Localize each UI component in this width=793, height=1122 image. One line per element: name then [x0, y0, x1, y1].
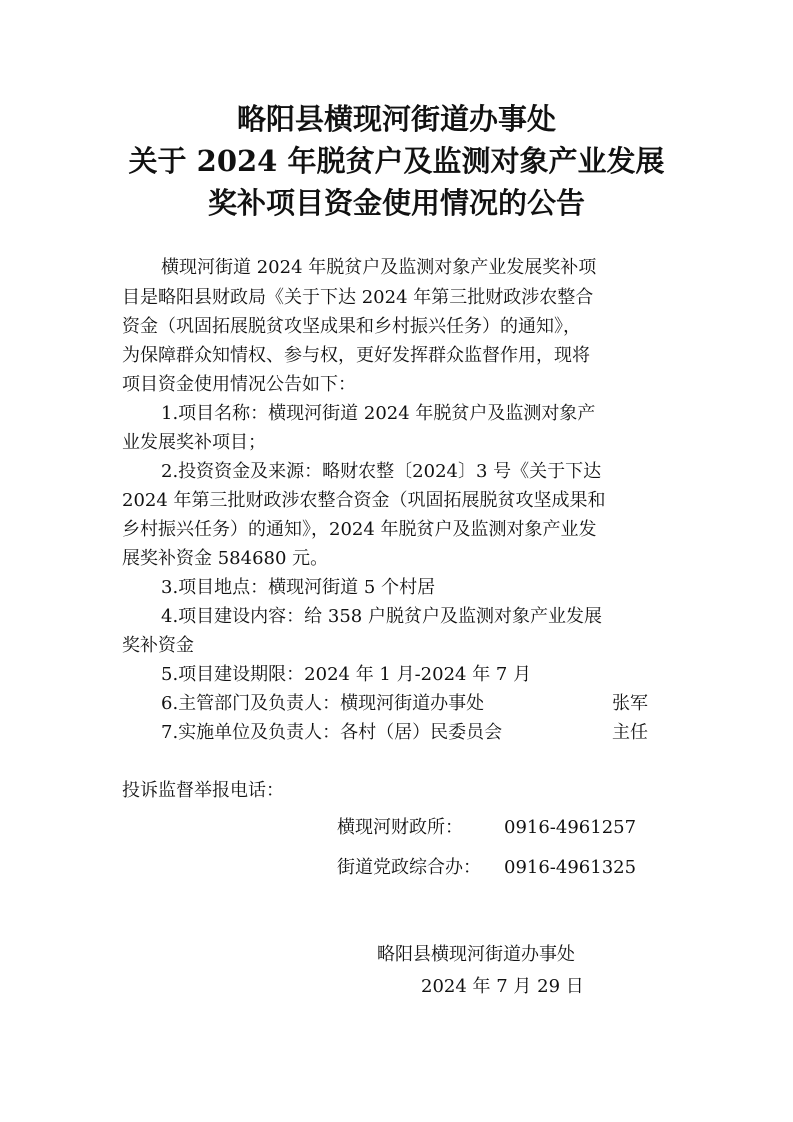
title-line-1: 略阳县横现河街道办事处 [236, 102, 556, 136]
signature-org: 略阳县横现河街道办事处 [377, 944, 575, 965]
item-3: 3.项目地点：横现河街道 5 个村居 [161, 577, 436, 598]
item-6-text: 6.主管部门及负责人：横现河街道办事处 [161, 693, 485, 714]
intro-line-4: 为保障群众知情权、参与权，更好发挥群众监督作用，现将 [122, 345, 590, 366]
item-5: 5.项目建设期限：2024 年 1 月-2024 年 7 月 [161, 664, 532, 685]
intro-line-1: 横现河街道 2024 年脱贫户及监测对象产业发展奖补项 [161, 257, 597, 278]
item-6-person: 张军 [612, 693, 648, 714]
intro-line-2: 目是略阳县财政局《关于下达 2024 年第三批财政涉农整合 [122, 287, 594, 308]
title-line-3: 奖补项目资金使用情况的公告 [207, 186, 585, 220]
item-2-line-1: 2.投资资金及来源：略财农整〔2024〕3 号《关于下达 [161, 461, 602, 482]
intro-line-5: 项目资金使用情况公告如下： [122, 374, 356, 395]
item-1-line-2: 业发展奖补项目； [122, 432, 266, 453]
phone-1-number: 0916-4961257 [504, 817, 637, 838]
item-2-line-2: 2024 年第三批财政涉农整合资金（巩固拓展脱贫攻坚成果和 [122, 490, 606, 511]
item-2-line-4: 展奖补资金 584680 元。 [122, 548, 329, 569]
item-7-person: 主任 [612, 722, 648, 743]
signature-date: 2024 年 7 月 29 日 [421, 976, 584, 997]
item-4-line-1: 4.项目建设内容：给 358 户脱贫户及监测对象产业发展 [161, 606, 602, 627]
intro-line-3: 资金（巩固拓展脱贫攻坚成果和乡村振兴任务）的通知》， [122, 316, 581, 337]
item-4-line-2: 奖补资金 [122, 635, 194, 656]
title-line-2: 关于 2024 年脱贫户及监测对象产业发展 [128, 144, 665, 178]
item-1-line-1: 1.项目名称：横现河街道 2024 年脱贫户及监测对象产 [161, 403, 596, 424]
phone-2-name: 街道党政综合办： [337, 857, 481, 878]
phone-2-number: 0916-4961325 [504, 857, 637, 878]
complaint-label: 投诉监督举报电话： [122, 780, 284, 801]
item-7-text: 7.实施单位及负责人：各村（居）民委员会 [161, 722, 503, 743]
item-2-line-3: 乡村振兴任务）的通知》，2024 年脱贫户及监测对象产业发 [122, 519, 597, 540]
phone-1-name: 横现河财政所： [337, 817, 463, 838]
